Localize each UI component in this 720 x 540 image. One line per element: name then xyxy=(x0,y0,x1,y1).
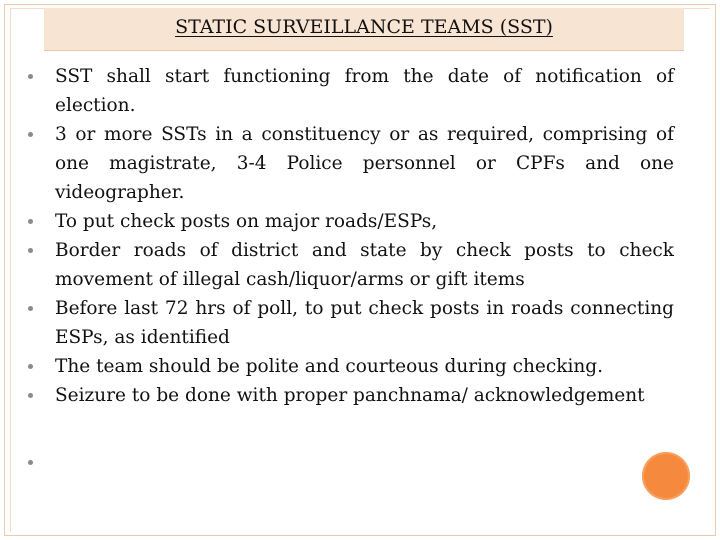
bullet-icon xyxy=(28,306,33,311)
bullet-icon xyxy=(28,393,33,398)
bullet-item xyxy=(28,381,674,410)
bullet-icon xyxy=(28,219,33,224)
bullet-item-empty xyxy=(28,410,674,468)
bullet-item xyxy=(28,120,674,207)
bullet-text: Seizure to be done with proper panchnama/ acknowledgement xyxy=(55,385,645,406)
bullet-text: Border roads of district and state by check posts to check movement of illegal cash/liquor/arms or gift items xyxy=(55,240,674,290)
bullet-item xyxy=(28,352,674,381)
bullet-icon xyxy=(28,460,33,465)
bullet-text: The team should be polite and courteous during checking. xyxy=(55,356,604,377)
bullet-icon xyxy=(28,74,33,79)
bullet-icon xyxy=(28,248,33,253)
bullet-icon xyxy=(28,132,33,137)
bullet-list xyxy=(28,62,674,468)
bullet-text: 3 or more SSTs in a constituency or as required, comprising of one magistrate, 3-4 Police personnel or CPFs and one videographer. xyxy=(55,124,674,203)
bullet-item xyxy=(28,236,674,294)
bullet-item xyxy=(28,294,674,352)
decorative-circle-icon xyxy=(642,452,690,500)
bullet-text: Before last 72 hrs of poll, to put check posts in roads connecting ESPs, as identified xyxy=(55,298,674,348)
slide-title: STATIC SURVEILLANCE TEAMS (SST) xyxy=(175,16,553,38)
bullet-icon xyxy=(28,364,33,369)
bullet-item xyxy=(28,62,674,120)
bullet-item xyxy=(28,207,674,236)
bullet-text: SST shall start functioning from the date of notification of election. xyxy=(55,66,674,116)
bullet-text: To put check posts on major roads/ESPs, xyxy=(55,211,438,232)
